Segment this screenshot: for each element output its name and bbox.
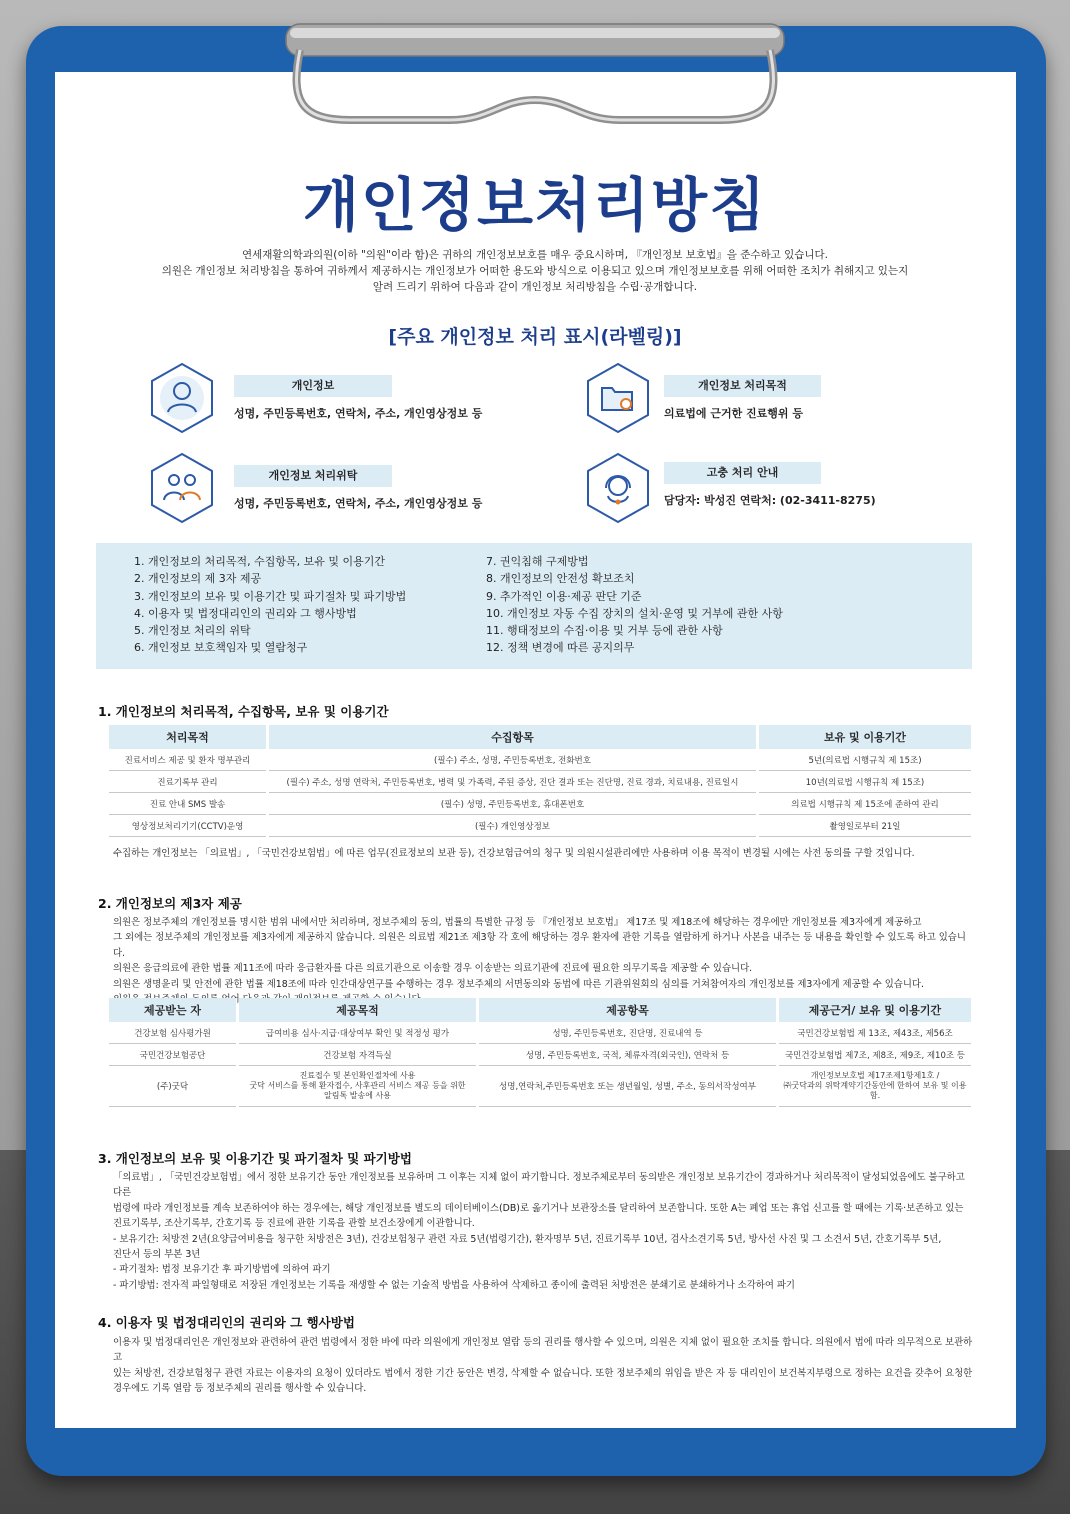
paragraph-line: - 보유기간: 처방전 2년(요양급여비용을 청구한 처방전은 3년), 건강보험청구 관련 자료 5년(법령기간), 환자명부 5년, 진료기록부 10년, 검사소견기록 5년, 방사선 사진 및 그 소견서 5년, 간호기록부 5년, <box>113 1233 942 1245</box>
section2-table <box>106 998 974 1107</box>
table-cell: 촬영일로부터 21일 <box>759 815 971 837</box>
table-cell: 영상정보처리기기(CCTV)운영 <box>109 815 266 837</box>
table-cell: 성명, 주민등록번호, 진단명, 진료내역 등 <box>479 1022 776 1044</box>
table-cell: 성명,연락처,주민등록번호 또는 생년월일, 성별, 주소, 동의서작성여부 <box>479 1066 776 1107</box>
toc-item[interactable]: 6. 개인정보 보호책임자 및 열람청구 <box>134 641 308 655</box>
label-consignment-text: 성명, 주민등록번호, 연락처, 주소, 개인영상정보 등 <box>234 497 483 510</box>
table-of-contents <box>96 543 972 669</box>
section2-heading: 2. 개인정보의 제3자 제공 <box>98 896 242 911</box>
table-cell: 진료서비스 제공 및 환자 명부관리 <box>109 749 266 771</box>
toc-item[interactable]: 2. 개인정보의 제 3자 제공 <box>134 572 262 586</box>
label-personal-info: 개인정보 <box>234 375 392 397</box>
paragraph-line: 그 외에는 정보주체의 개인정보를 제3자에게 제공하지 않습니다. 의원은 의료법 제21조 제3항 각 호에 해당하는 경우 환자에 관한 기록을 열람하게 하거나 사본을 내주는 등 내용을 확인할 수 있도록 하고 있습니다. <box>113 932 966 959</box>
paragraph-line: 의원은 정보주체의 개인정보를 명시한 범위 내에서만 처리하며, 정보주체의 동의, 법률의 특별한 규정 등 『개인정보 보호법』 제17조 및 제18조에 해당하는 경우에만 개인정보를 제3자에게 제공하고 <box>113 917 922 928</box>
section1-note: 수집하는 개인정보는 「의료법」, 「국민건강보험법」에 따른 업무(진료정보의 보관 등), 건강보험급여의 청구 및 의원시설관리에만 사용하며 이용 목적이 변경될 시에는 사전 동의를 구할 것입니다. <box>113 848 915 859</box>
toc-item[interactable]: 8. 개인정보의 안전성 확보조치 <box>486 572 635 586</box>
paragraph-line: - 파기방법: 전자적 파일형태로 저장된 개인정보는 기록을 재생할 수 없는 기술적 방법을 사용하여 삭제하고 종이에 출력된 처방전은 분쇄기로 분쇄하거나 소각하여 파기 <box>113 1279 795 1291</box>
toc-item[interactable]: 3. 개인정보의 보유 및 이용기간 및 파기절차 및 파기방법 <box>134 589 407 603</box>
table-cell: 진료 안내 SMS 발송 <box>109 793 266 815</box>
table-cell: (주)굿닥 <box>109 1066 236 1107</box>
person-icon <box>150 362 214 434</box>
section4-paragraph <box>113 1335 973 1397</box>
label-processing-purpose-text: 의료법에 근거한 진료행위 등 <box>664 407 803 420</box>
table-cell: (필수) 개인영상정보 <box>269 815 756 837</box>
clipboard-clip-icon <box>270 20 800 132</box>
table-cell: 의료법 시행규칙 제 15조에 준하여 관리 <box>759 793 971 815</box>
section1-table <box>106 725 974 837</box>
table-cell: 진료기록부 관리 <box>109 771 266 793</box>
label-grievance: 고충 처리 안내 <box>664 462 821 484</box>
table-row <box>109 1022 971 1044</box>
table-cell: 진료접수 및 본인확인절차에 사용 굿닥 서비스를 통해 환자접수, 사후관리 서비스 제공 등을 위한 알림톡 발송에 사용 <box>239 1066 476 1107</box>
table-cell: 국민건강보험법 제 13조, 제43조, 제56조 <box>779 1022 971 1044</box>
table-row <box>109 749 971 771</box>
toc-item[interactable]: 12. 정책 변경에 따른 공지의무 <box>486 641 635 655</box>
label-consignment: 개인정보 처리위탁 <box>234 465 392 487</box>
table-header: 제공항목 <box>479 998 776 1022</box>
table-cell: (필수) 주소, 성명, 주민등록번호, 전화번호 <box>269 749 756 771</box>
table-cell: 급여비용 심사·지급·대상여부 확인 및 적정성 평가 <box>239 1022 476 1044</box>
toc-item[interactable]: 9. 추가적인 이용·제공 판단 기준 <box>486 589 642 603</box>
intro-line: 의원은 개인정보 처리방침을 통하여 귀하께서 제공하시는 개인정보가 어떠한 용도와 방식으로 이용되고 있으며 개인정보보호를 위해 어떠한 조치가 취해지고 있는지 <box>161 265 909 277</box>
table-row <box>109 815 971 837</box>
table-header: 수집항목 <box>269 725 756 749</box>
table-header: 제공받는 자 <box>109 998 236 1022</box>
table-cell: 건강보험 자격득실 <box>239 1044 476 1066</box>
section1-heading: 1. 개인정보의 처리목적, 수집항목, 보유 및 이용기간 <box>98 704 389 719</box>
table-cell: 성명, 주민등록번호, 국적, 체류자격(외국인), 연락처 등 <box>479 1044 776 1066</box>
toc-item[interactable]: 4. 이용자 및 법정대리인의 권리와 그 행사방법 <box>134 606 357 620</box>
table-cell: (필수) 성명, 주민등록번호, 휴대폰번호 <box>269 793 756 815</box>
intro-paragraph <box>120 247 950 295</box>
table-cell: 개인정보보호법 제17조제1항제1호 / ㈜굿닥과의 위탁계약기간동안에 한하여 보유 및 이용함. <box>779 1066 971 1107</box>
table-header: 처리목적 <box>109 725 266 749</box>
table-row <box>109 1044 971 1066</box>
intro-line: 연세재활의학과의원(이하 "의원"이라 함)은 귀하의 개인정보보호를 매우 중요시하며, 『개인정보 보호법』을 준수하고 있습니다. <box>241 249 829 261</box>
toc-item[interactable]: 5. 개인정보 처리의 위탁 <box>134 624 251 638</box>
paragraph-line: - 파기절차: 법정 보유기간 후 파기방법에 의하여 파기 <box>113 1264 331 1276</box>
table-header: 제공목적 <box>239 998 476 1022</box>
folder-gear-icon <box>586 362 650 434</box>
paragraph-line: 경우에도 기록 열람 등 정보주체의 권리를 행사할 수 있습니다. <box>113 1383 367 1395</box>
section2-paragraph <box>113 915 973 1007</box>
label-personal-info-text: 성명, 주민등록번호, 연락처, 주소, 개인영상정보 등 <box>234 407 483 420</box>
table-row <box>109 793 971 815</box>
table-header: 보유 및 이용기간 <box>759 725 971 749</box>
table-cell: 국민건강보험법 제7조, 제8조, 제9조, 제10조 등 <box>779 1044 971 1066</box>
toc-item[interactable]: 1. 개인정보의 처리목적, 수집항목, 보유 및 이용기간 <box>134 555 385 568</box>
paragraph-line: 의원은 생명윤리 및 안전에 관한 법률 제18조에 따라 인간대상연구를 수행하는 경우 정보주체의 서면동의와 동법에 따른 기관위원회의 심의를 거쳐참여자의 개인정보를 제3자에게 제공할 수 있습니다. <box>113 978 924 990</box>
paragraph-line: 진단서 등의 부본 3년 <box>113 1249 201 1261</box>
table-cell: 건강보험 심사평가원 <box>109 1022 236 1044</box>
paragraph-line: 이용자 및 법정대리인은 개인정보와 관련하여 관련 법령에서 정한 바에 따라 의원에게 개인정보 열람 등의 권리를 행사할 수 있으며, 의원은 지체 없이 필요한 조치를 합니다. 의원에서 법에 따라 의무적으로 보관하고 <box>113 1337 973 1364</box>
paragraph-line: 의원은 응급의료에 관한 법률 제11조에 따라 응급환자를 다른 의료기관으로 이송할 경우 이송받는 의료기관에 진료에 필요한 의무기록을 제공할 수 있습니다. <box>113 963 753 975</box>
page-title: 개인정보처리방침 <box>302 171 768 239</box>
paragraph-line: 있는 처방전, 건강보험청구 관련 자료는 이용자의 요청이 있더라도 법에서 정한 기간 동안은 변경, 삭제할 수 없습니다. 또한 정보주체의 위임을 받은 자 등 대리인이 보건복지부령으로 정하는 요건을 갖추어 요청한 <box>113 1367 973 1379</box>
table-cell: 국민건강보험공단 <box>109 1044 236 1066</box>
table-cell: (필수) 주소, 성명 연락처, 주민등록번호, 병력 및 가족력, 주된 증상, 진단 결과 또는 진단명, 진료 경과, 치료내용, 진료일시 <box>269 771 756 793</box>
toc-right-column <box>486 553 783 657</box>
section3-heading: 3. 개인정보의 보유 및 이용기간 및 파기절차 및 파기방법 <box>98 1151 412 1166</box>
labeling-heading: [주요 개인정보 처리 표시(라벨링)] <box>388 326 682 348</box>
table-row <box>109 1066 971 1107</box>
intro-line: 알려 드리기 위하여 다음과 같이 개인정보 처리방침을 수립·공개합니다. <box>372 281 698 293</box>
toc-item[interactable]: 7. 권익침해 구제방법 <box>486 555 589 568</box>
section4-heading: 4. 이용자 및 법정대리인의 권리와 그 행사방법 <box>98 1315 355 1330</box>
toc-item[interactable]: 10. 개인정보 자동 수집 장치의 설치·운영 및 거부에 관한 사항 <box>486 606 783 620</box>
label-processing-purpose: 개인정보 처리목적 <box>664 375 821 397</box>
toc-left-column <box>134 553 406 657</box>
headset-icon <box>586 452 650 524</box>
label-grievance-text: 담당자: 박성진 연락처: (02-3411-8275) <box>664 494 876 507</box>
table-cell: 10년(의료법 시행규칙 제 15조) <box>759 771 971 793</box>
toc-item[interactable]: 11. 행태정보의 수집·이용 및 거부 등에 관한 사항 <box>486 624 723 638</box>
people-transfer-icon <box>150 452 214 524</box>
paragraph-line: 「의료법」, 「국민건강보험법」에서 정한 보유기간 동안 개인정보를 보유하며 그 이후는 지체 없이 파기합니다. 정보주체로부터 동의받은 개인정보 보유기간이 경과하거나 처리목적이 달성되었음에도 불구하고 다른 <box>113 1172 965 1199</box>
table-row <box>109 771 971 793</box>
section3-paragraph <box>113 1170 973 1293</box>
table-cell: 5년(의료법 시행규칙 제 15조) <box>759 749 971 771</box>
table-header: 제공근거/ 보유 및 이용기간 <box>779 998 971 1022</box>
paragraph-line: 법령에 따라 개인정보를 계속 보존하여야 하는 경우에는, 해당 개인정보를 별도의 데이터베이스(DB)로 옮기거나 보관장소를 달리하여 보존합니다. 또한 A는 폐업 또는 휴업 신고를 할 때에는 기록·보존하고 있는 <box>113 1202 964 1214</box>
paragraph-line: 진료기록부, 조산기록부, 간호기록 등 진료에 관한 기록을 관할 보건소장에게 이관합니다. <box>113 1218 475 1230</box>
